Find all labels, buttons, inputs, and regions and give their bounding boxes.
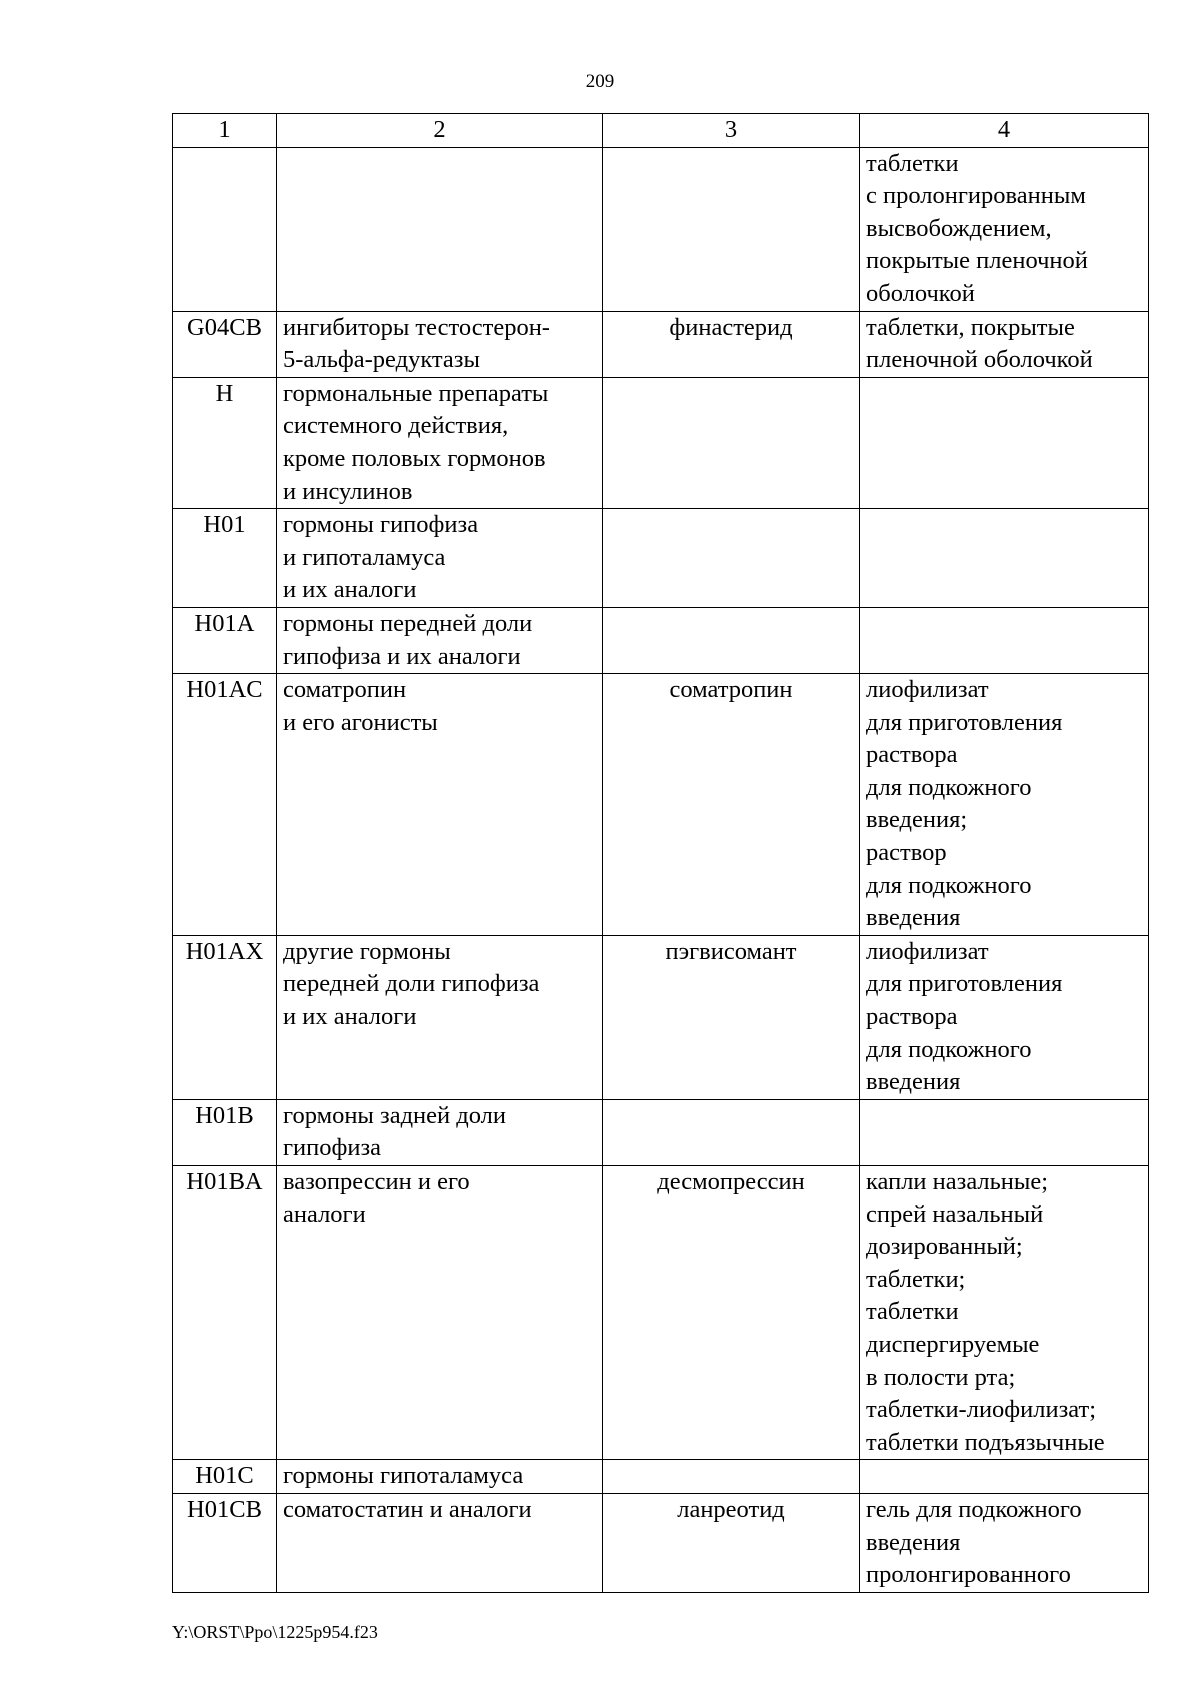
page-number: 209 [585, 71, 615, 92]
dosage-form-cell [860, 607, 1149, 673]
dosage-form-cell [860, 509, 1149, 608]
table-row [173, 674, 1149, 936]
drug-name-cell [603, 1460, 860, 1494]
table-row [173, 1493, 1149, 1592]
dosage-form-cell: таблетки с пролонгированным высвобождением, покрытые пленочной оболочкой [860, 147, 1149, 311]
header-cell-1: 1 [173, 114, 277, 148]
group-name-cell: соматостатин и аналоги [277, 1493, 603, 1592]
table-row [173, 935, 1149, 1099]
table-row [173, 311, 1149, 377]
drug-name-cell [603, 1099, 860, 1165]
atc-code-cell [173, 147, 277, 311]
dosage-form-cell [860, 1460, 1149, 1494]
header-cell-3: 3 [603, 114, 860, 148]
drug-name-cell: ланреотид [603, 1493, 860, 1592]
group-name-cell: другие гормоны передней доли гипофиза и их аналоги [277, 935, 603, 1099]
table-row [173, 1099, 1149, 1165]
drug-name-cell: десмопрессин [603, 1166, 860, 1460]
drug-name-cell: соматропин [603, 674, 860, 936]
dosage-form-cell: гель для подкожного введения пролонгированного [860, 1493, 1149, 1592]
header-cell-4: 4 [860, 114, 1149, 148]
group-name-cell: гормоны гипофиза и гипоталамуса и их аналоги [277, 509, 603, 608]
table-row [173, 607, 1149, 673]
group-name-cell: ингибиторы тестостерон- 5-альфа-редуктазы [277, 311, 603, 377]
atc-code-cell: H01AC [173, 674, 277, 936]
dosage-form-cell: лиофилизат для приготовления раствора для подкожного введения; раствор для подкожного введения [860, 674, 1149, 936]
atc-code-cell: H01A [173, 607, 277, 673]
group-name-cell: гормоны гипоталамуса [277, 1460, 603, 1494]
group-name-cell: вазопрессин и его аналоги [277, 1166, 603, 1460]
group-name-cell: соматропин и его агонисты [277, 674, 603, 936]
group-name-cell: гормоны передней доли гипофиза и их аналоги [277, 607, 603, 673]
atc-code-cell: G04CB [173, 311, 277, 377]
atc-code-cell: H01AX [173, 935, 277, 1099]
table-row [173, 509, 1149, 608]
group-name-cell: гормональные препараты системного действия, кроме половых гормонов и инсулинов [277, 377, 603, 508]
table-row [173, 377, 1149, 508]
dosage-form-cell: капли назальные; спрей назальный дозированный; таблетки; таблетки диспергируемые в полости рта; таблетки-лиофилизат; таблетки подъязычные [860, 1166, 1149, 1460]
atc-code-cell: H01CB [173, 1493, 277, 1592]
dosage-form-cell: таблетки, покрытые пленочной оболочкой [860, 311, 1149, 377]
table-header-row [173, 114, 1149, 148]
table-body [173, 114, 1149, 1593]
table-row [173, 147, 1149, 311]
atc-code-cell: H01BA [173, 1166, 277, 1460]
drug-name-cell [603, 607, 860, 673]
atc-code-cell: H01C [173, 1460, 277, 1494]
atc-code-cell: H01B [173, 1099, 277, 1165]
header-cell-2: 2 [277, 114, 603, 148]
drug-name-cell: пэгвисомант [603, 935, 860, 1099]
drug-name-cell: финастерид [603, 311, 860, 377]
drug-name-cell [603, 377, 860, 508]
dosage-form-cell: лиофилизат для приготовления раствора для подкожного введения [860, 935, 1149, 1099]
dosage-form-cell [860, 1099, 1149, 1165]
group-name-cell [277, 147, 603, 311]
dosage-form-cell [860, 377, 1149, 508]
drug-name-cell [603, 147, 860, 311]
atc-code-cell: H01 [173, 509, 277, 608]
drug-table [172, 113, 1149, 1593]
table-row [173, 1460, 1149, 1494]
drug-name-cell [603, 509, 860, 608]
table-row [173, 1166, 1149, 1460]
group-name-cell: гормоны задней доли гипофиза [277, 1099, 603, 1165]
file-path-footer: Y:\ORST\Ppo\1225p954.f23 [172, 1622, 378, 1642]
atc-code-cell: H [173, 377, 277, 508]
